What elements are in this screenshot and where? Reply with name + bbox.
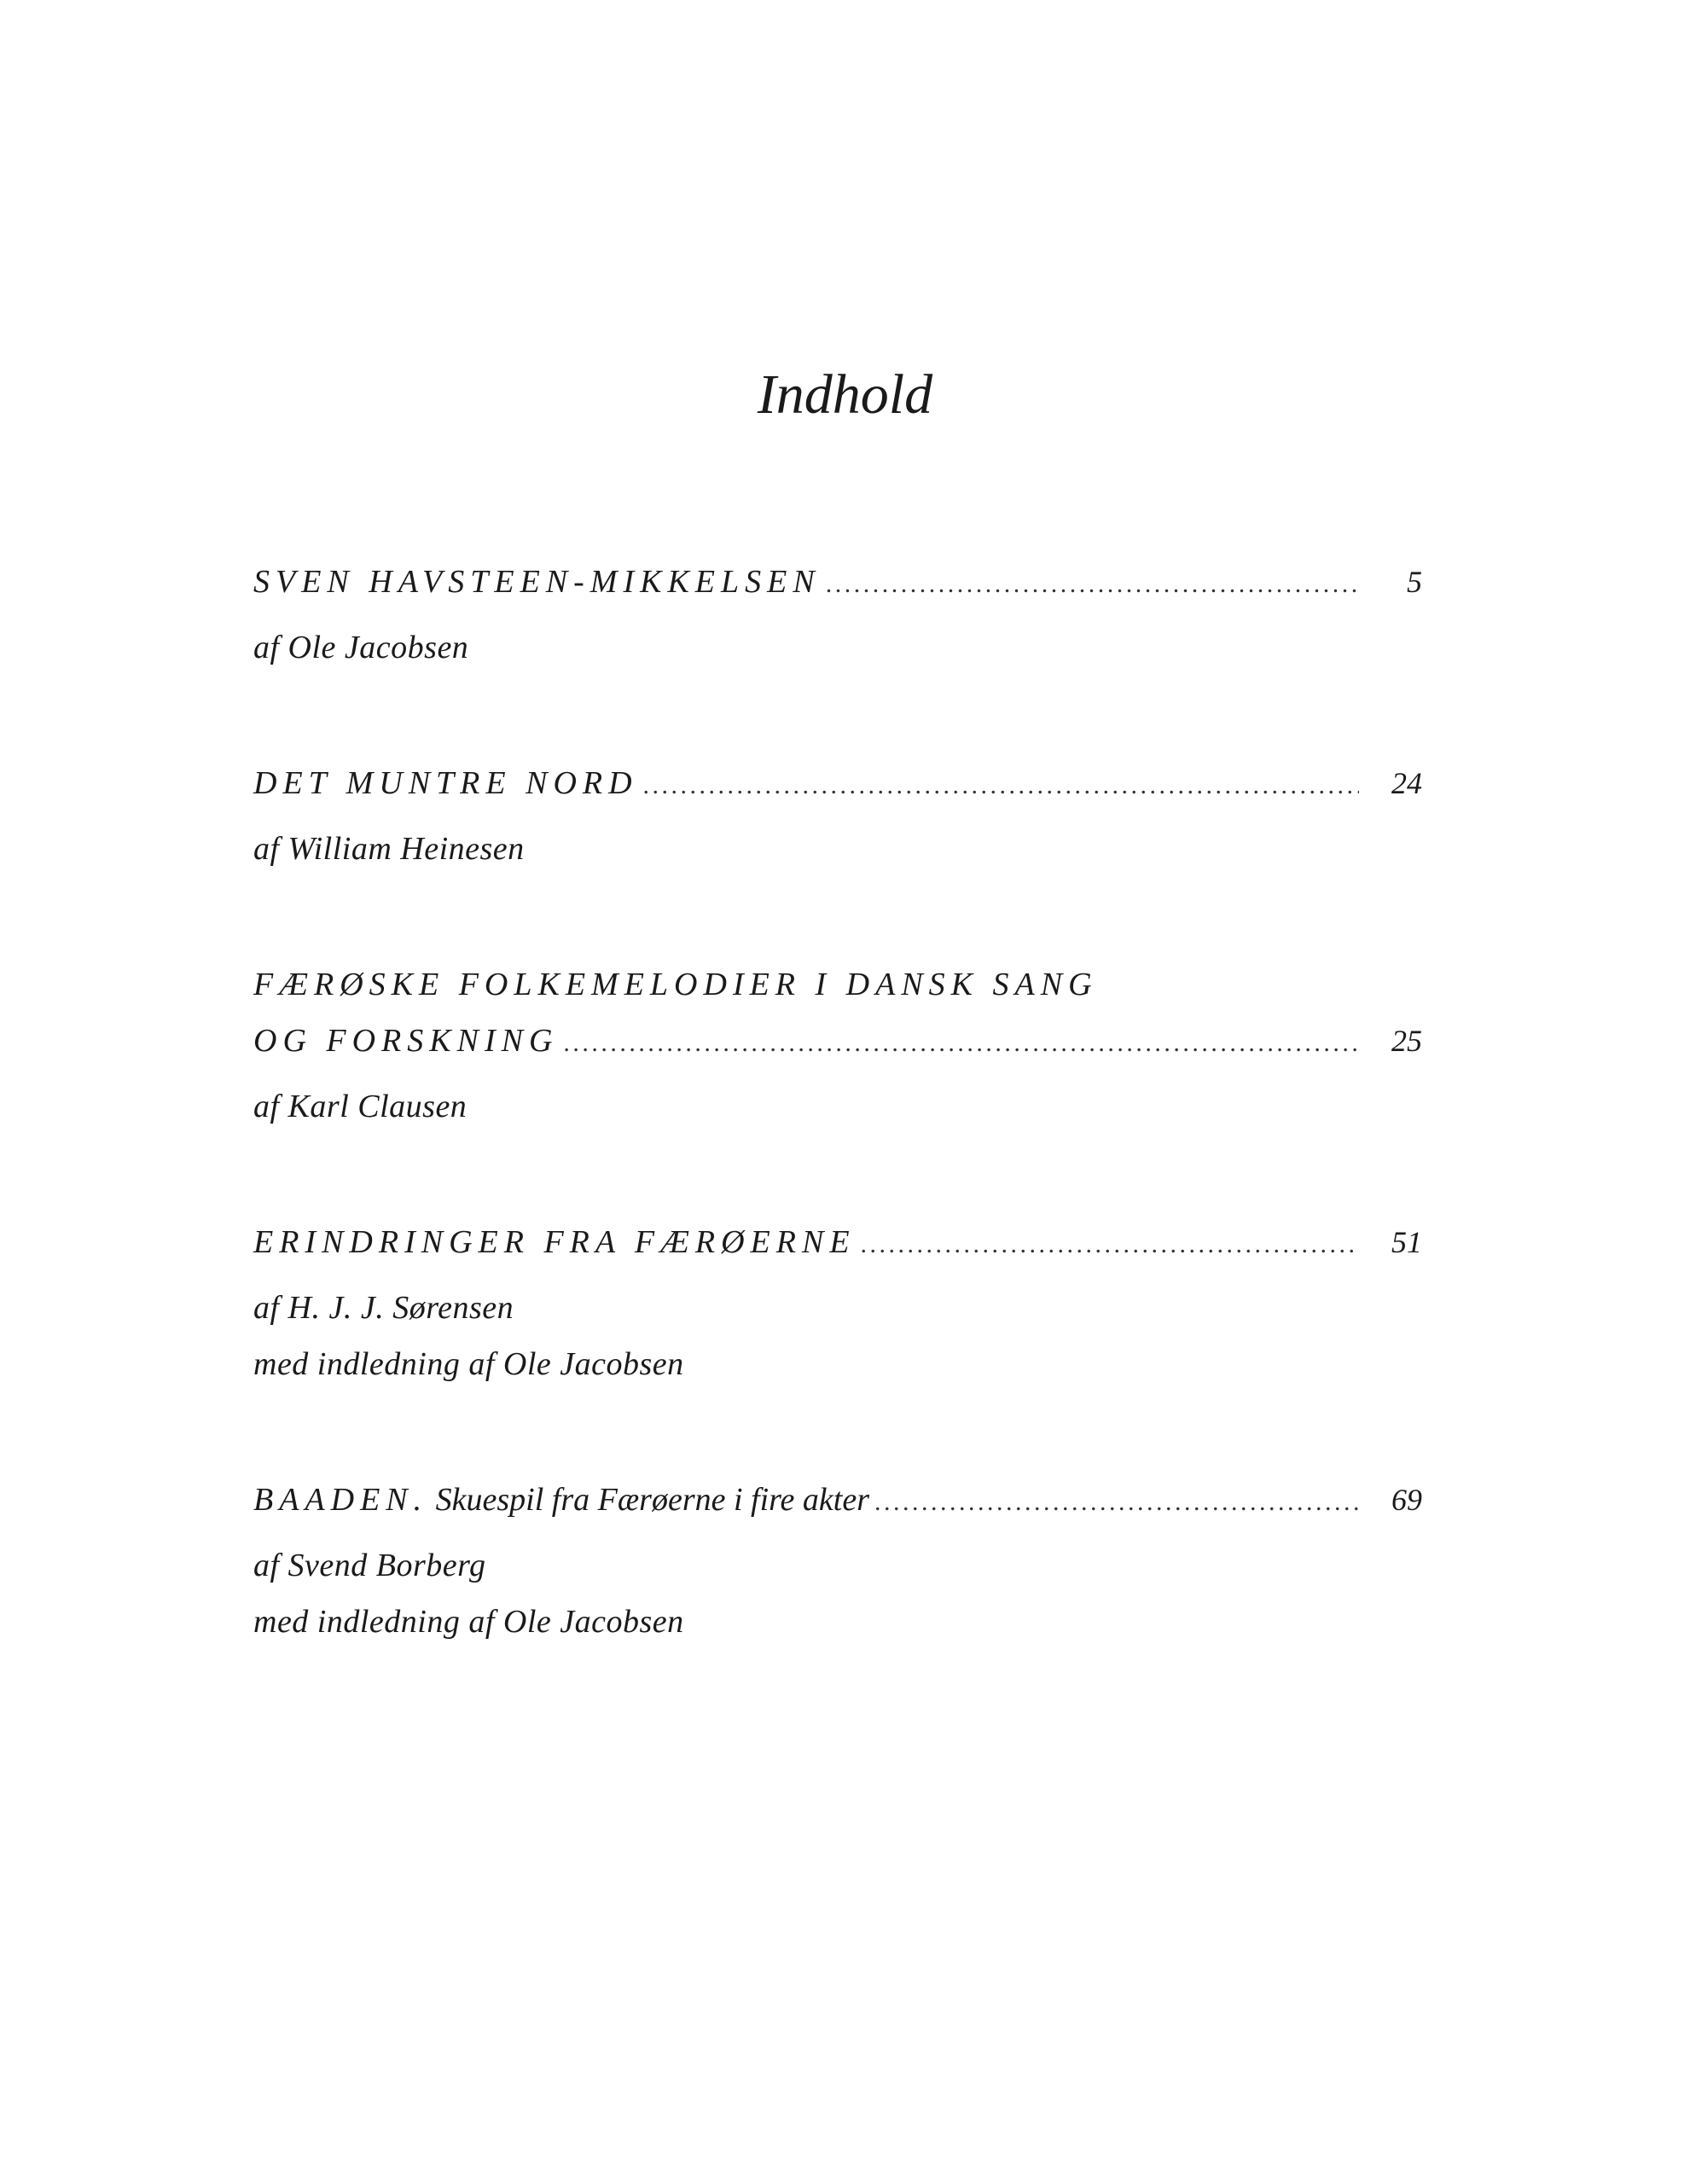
toc-entry-title: DET MUNTRE NORD bbox=[253, 765, 638, 801]
toc-entry[interactable] bbox=[253, 1223, 1422, 1392]
toc-entry[interactable] bbox=[253, 1481, 1422, 1650]
toc-entry-subtitle-text: Skuespil fra Færøerne i fire akter bbox=[435, 1482, 869, 1518]
toc-entry-introduction: med indledning af Ole Jacobsen bbox=[253, 1604, 684, 1640]
toc-entry-title-row bbox=[253, 764, 1422, 821]
spacer bbox=[253, 676, 1422, 764]
toc-entry-author: af Svend Borberg bbox=[253, 1548, 486, 1583]
toc-entry-title: OG FORSKNING bbox=[253, 1023, 559, 1059]
spacer bbox=[253, 877, 1422, 966]
toc-entry-title: SVEN HAVSTEEN-MIKKELSEN bbox=[253, 564, 821, 600]
toc-entry-title-row bbox=[253, 1223, 1422, 1280]
leader-dots bbox=[563, 1029, 1359, 1058]
toc-entry-author: af Karl Clausen bbox=[253, 1089, 468, 1124]
leader-dots bbox=[874, 1488, 1359, 1517]
toc-entry-page: 25 bbox=[1391, 1024, 1422, 1058]
toc-entry-title: ERINDRINGER FRA FÆRØERNE bbox=[253, 1224, 856, 1260]
toc-entry[interactable] bbox=[253, 764, 1422, 877]
toc-entry-author: af William Heinesen bbox=[253, 831, 525, 867]
page-title: Indhold bbox=[757, 363, 933, 426]
leader-dots bbox=[861, 1230, 1359, 1259]
leader-dots bbox=[826, 570, 1359, 599]
toc-entry-title-row bbox=[253, 563, 1422, 619]
toc-entry-page: 24 bbox=[1391, 766, 1422, 800]
toc-entry-title-row bbox=[253, 1022, 1422, 1078]
toc-entry-page: 69 bbox=[1391, 1483, 1422, 1517]
toc-entry-title: BAADEN. bbox=[253, 1482, 428, 1518]
toc-entry-subtitle bbox=[427, 1481, 869, 1519]
toc-entry[interactable] bbox=[253, 966, 1422, 1135]
toc-entry-title-line1: FÆRØSKE FOLKEMELODIER I DANSK SANG bbox=[253, 967, 1098, 1002]
toc-entry-page: 5 bbox=[1407, 565, 1422, 599]
table-of-contents bbox=[253, 563, 1422, 1650]
spacer bbox=[253, 1135, 1422, 1223]
toc-entry-author: af H. J. J. Sørensen bbox=[253, 1290, 514, 1326]
leader-dots bbox=[643, 771, 1359, 800]
toc-entry-title-row bbox=[253, 1481, 1422, 1537]
spacer bbox=[253, 1392, 1422, 1481]
toc-entry-introduction: med indledning af Ole Jacobsen bbox=[253, 1346, 684, 1382]
toc-entry-page: 51 bbox=[1391, 1225, 1422, 1259]
toc-entry[interactable] bbox=[253, 563, 1422, 676]
toc-entry-author: af Ole Jacobsen bbox=[253, 630, 469, 665]
